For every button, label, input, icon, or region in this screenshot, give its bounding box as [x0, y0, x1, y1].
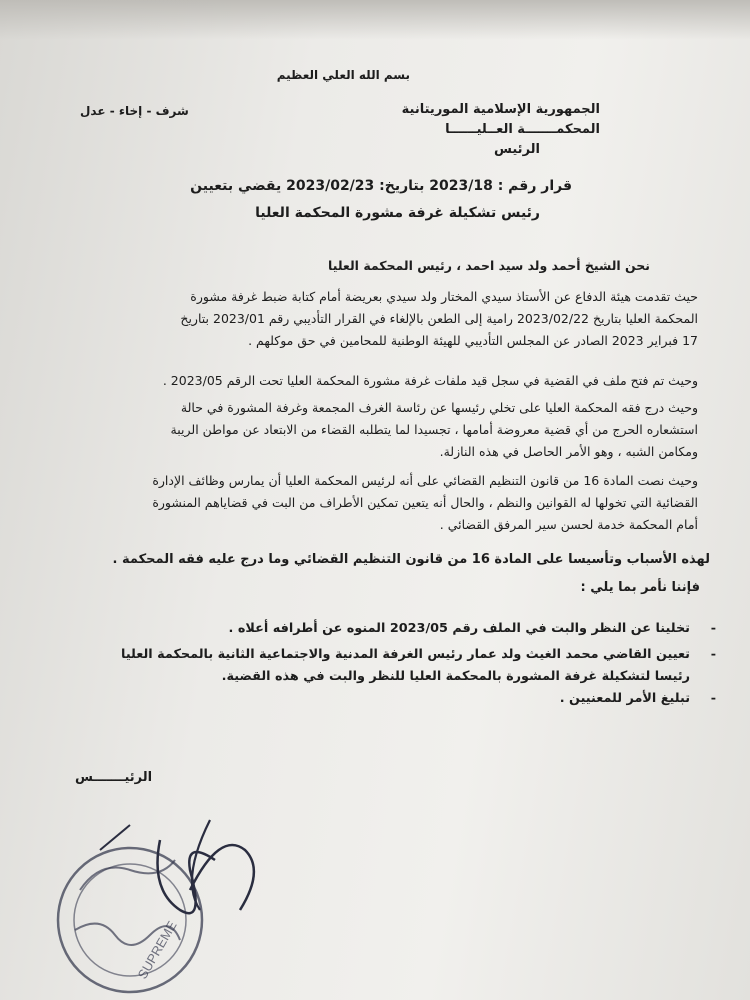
item-text: تعيين القاضي محمد الغيث ولد عمار رئيس الغرفة المدنية والاجتماعية الثانية بالمحكمة العليا — [121, 647, 690, 662]
paragraph-line: ومكامن الشبه ، وهو الأمر الحاصل في هذه النازلة. — [439, 444, 698, 459]
official-seal-signature — [40, 780, 280, 1000]
paragraph-line: القضائية التي تخولها له القوانين والنظم ، والحال أنه يتعين تمكين الأطراف من البت في قضاياهم المنشورة — [152, 495, 698, 510]
issuer-statement: نحن الشيخ أحمد ولد سيد احمد ، رئيس المحكمة العليا — [328, 258, 650, 273]
paragraph-line: 17 فبراير 2023 الصادر عن المجلس التأديبي للهيئة الوطنية للمحامين في حق موكلهم . — [248, 333, 698, 348]
signature-label: الرئيـــــــس — [75, 770, 153, 785]
paragraph-4 — [152, 470, 698, 536]
paragraph-line: أمام المحكمة خدمة لحسن سير المرفق القضائي . — [439, 517, 698, 532]
paragraph-line: استشعاره الحرج من أي قضية معروضة أمامها ، تجسيدا لما يتطلبه القضاء من الابتعاد عن مواطن الريبة — [170, 422, 698, 437]
basmala: بسم الله العلي العظيم — [276, 68, 410, 82]
paragraph-line: المحكمة العليا بتاريخ 2023/02/22 رامية إلى الطعن بالإلغاء في القرار التأديبي رقم 2023/01 بتاريخ — [180, 311, 698, 326]
paragraph-3 — [171, 397, 698, 463]
paragraph-line: وحيث تم فتح ملف في القضية في سجل قيد ملفات غرفة مشورة المحكمة العليا تحت الرقم 2023/05 . — [162, 373, 698, 388]
item-dash: - — [710, 621, 716, 636]
national-motto: شرف - إخاء - عدل — [80, 104, 189, 118]
item-text: تخلينا عن النظر والبت في الملف رقم 2023/05 المنوه عن أطرافه أعلاه . — [228, 621, 690, 636]
page-shadow — [0, 0, 750, 40]
order-item — [121, 644, 720, 688]
paragraph-1 — [180, 286, 698, 352]
order-item — [121, 618, 720, 640]
order-items — [121, 618, 720, 710]
item-text: تبليغ الأمر للمعنيين . — [559, 691, 690, 706]
item-dash: - — [710, 691, 716, 706]
decision-subtitle: رئيس تشكيلة غرفة مشورة المحكمة العليا — [255, 205, 540, 221]
paragraph-line: وحيث درج فقه المحكمة العليا على تخلي رئيسها عن رئاسة الغرف المجمعة وغرفة المشورة في حالة — [180, 400, 698, 415]
item-continuation: رئيسا لتشكيلة غرفة المشورة بالمحكمة العليا للنظر والبت في هذه القضية. — [221, 669, 690, 684]
reasons-statement: لهذه الأسباب وتأسيسا على المادة 16 من قانون التنظيم القضائي وما درج عليه فقه المحكمة . — [112, 552, 710, 567]
decision-title: قرار رقم : 2023/18 بتاريخ: 2023/02/23 يقضي بتعيين — [190, 178, 572, 194]
seal-text: SUPREME — [134, 918, 180, 982]
republic-name: الجمهورية الإسلامية الموريتانية — [401, 102, 600, 117]
paragraph-line: حيث تقدمت هيئة الدفاع عن الأستاذ سيدي المختار ولد سيدي بعريضة أمام كتابة ضبط غرفة مشورة — [190, 289, 698, 304]
court-name: المحكمـــــــة العــليــــــا — [445, 122, 600, 137]
order-item — [121, 688, 720, 710]
paragraph-line: وحيث نصت المادة 16 من قانون التنظيم القضائي على أنه لرئيس المحكمة العليا أن يمارس وظائف الإدارة — [152, 473, 698, 488]
order-statement: فإننا نأمر بما يلي : — [580, 580, 700, 595]
paragraph-2 — [163, 370, 698, 392]
item-dash: - — [710, 647, 716, 662]
president-title: الرئيس — [494, 142, 540, 157]
